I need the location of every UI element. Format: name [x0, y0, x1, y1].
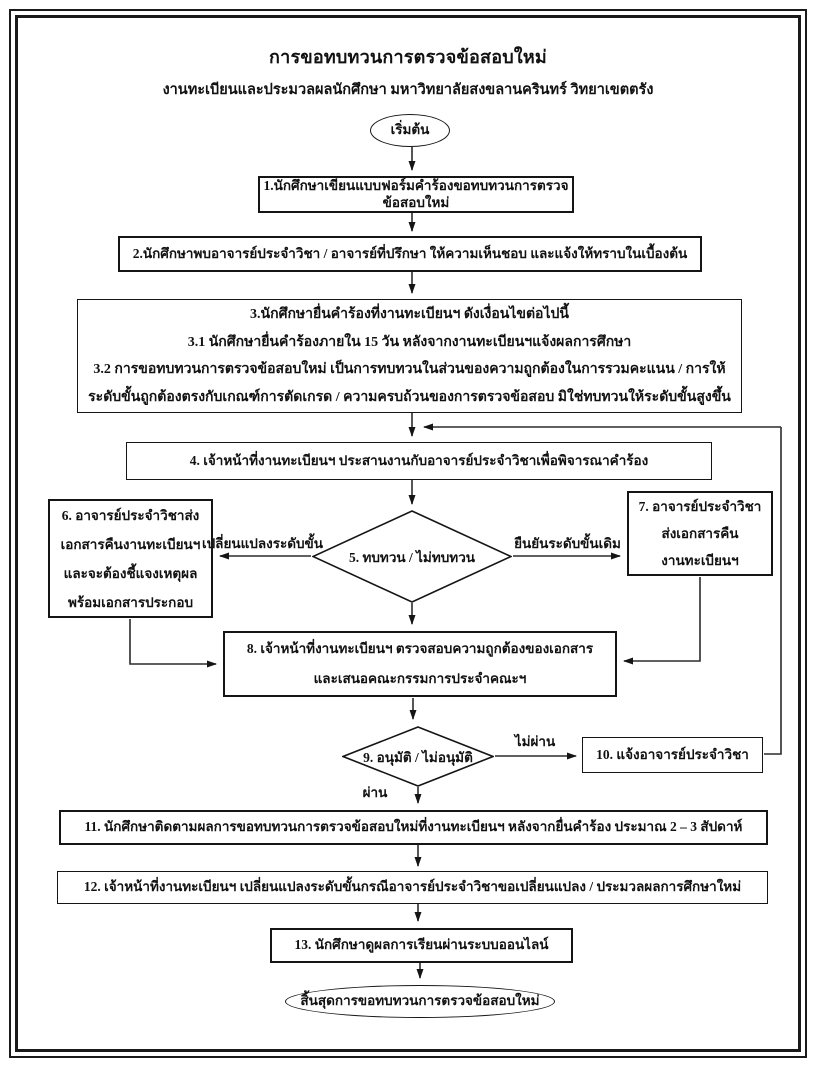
decision-5-label: 5. ทบทวน / ไม่ทบทวน	[348, 549, 476, 565]
decision-9-diamond	[342, 726, 494, 787]
step-13-box	[270, 928, 573, 963]
end-label: สิ้นสุดการขอทบทวนการตรวจข้อสอบใหม่	[300, 993, 540, 1009]
step-3-line-1: 3.นักศึกษายื่นคำร้องที่งานทะเบียนฯ ดังเงื่อนไขต่อไปนี้	[250, 307, 569, 322]
step-6-box	[48, 499, 213, 618]
step-6-line-2: เอกสารคืนงานทะเบียนฯ	[60, 536, 201, 552]
end-terminator	[285, 985, 555, 1018]
step-11-box	[59, 810, 768, 845]
page-title: การขอทบทวนการตรวจข้อสอบใหม่	[269, 47, 547, 67]
step-8-line-1: 8. เจ้าหน้าที่งานทะเบียนฯ ตรวจสอบความถูกต้องของเอกสาร	[246, 641, 594, 656]
edge-label-fail: ไม่ผ่าน	[514, 734, 556, 749]
step-7-line-2: ส่งเอกสารคืน	[661, 526, 739, 541]
step-8-box	[223, 631, 617, 697]
step-8-line-2: และเสนอคณะกรรมการประจำคณะฯ	[313, 671, 527, 686]
decision-5-diamond	[312, 510, 512, 603]
start-label: เริ่มต้น	[390, 122, 430, 138]
step-12-label: 12. เจ้าหน้าที่งานทะเบียนฯ เปลี่ยนแปลงระดับขั้นกรณีอาจารย์ประจำวิชาขอเปลี่ยนแปลง / ประมวลผลการศึกษาใหม่	[83, 879, 742, 895]
decision-9-label: 9. อนุมัติ / ไม่อนุมัติ	[363, 749, 473, 765]
page-subtitle: งานทะเบียนและประมวลผลนักศึกษา มหาวิทยาลัยสงขลานครินทร์ วิทยาเขตตรัง	[162, 82, 654, 98]
step-11-label: 11. นักศึกษาติดตามผลการขอทบทวนการตรวจข้อสอบใหม่ที่งานทะเบียนฯ หลังจากยื่นคำร้อง ประมาณ 2 – 3 สัปดาห์	[84, 819, 743, 835]
step-2-box	[118, 236, 702, 272]
edge-label-confirm-grade: ยืนยันระดับขั้นเดิม	[514, 536, 621, 551]
step-3-line-3: 3.2 การขอทบทวนการตรวจข้อสอบใหม่ เป็นการทบทวนในส่วนของความถูกต้องในการรวมคะแนน / การให้	[93, 362, 726, 377]
step-3-box	[77, 299, 742, 413]
step-1-label: 1.นักศึกษาเขียนแบบฟอร์มคำร้องขอทบทวนการตรวจข้อสอบใหม่	[263, 177, 569, 210]
step-3-line-4: ระดับขั้นถูกต้องตรงกับเกณฑ์การตัดเกรด / ความครบถ้วนของการตรวจข้อสอบ มิใช่ทบทวนให้ระดับขั้นสูงขึ้น	[88, 389, 731, 405]
step-12-box	[57, 871, 768, 904]
step-7-line-3: งานทะเบียนฯ	[661, 553, 739, 568]
step-4-label: 4. เจ้าหน้าที่งานทะเบียนฯ ประสานงานกับอาจารย์ประจำวิชาเพื่อพิจารณาคำร้อง	[189, 452, 649, 468]
step-6-line-4: พร้อมเอกสารประกอบ	[67, 594, 194, 610]
step-13-label: 13. นักศึกษาดูผลการเรียนผ่านระบบออนไลน์	[294, 937, 549, 953]
step-6-line-3: และจะต้องชี้แจงเหตุผล	[63, 565, 198, 581]
step-2-label: 2.นักศึกษาพบอาจารย์ประจำวิชา / อาจารย์ที่ปรึกษา ให้ความเห็นชอบ และแจ้งให้ทราบในเบื้องต้น	[132, 245, 688, 261]
step-7-line-1: 7. อาจารย์ประจำวิชา	[638, 499, 762, 514]
step-10-box	[582, 737, 763, 773]
edge-label-pass: ผ่าน	[362, 785, 388, 800]
step-6-line-1: 6. อาจารย์ประจำวิชาส่ง	[61, 507, 200, 523]
edge-label-change-grade: เปลี่ยนแปลงระดับขั้น	[201, 536, 324, 551]
start-terminator	[370, 114, 450, 147]
step-1-box	[258, 176, 574, 213]
step-4-box	[126, 442, 712, 480]
step-3-line-2: 3.1 นักศึกษายื่นคำร้องภายใน 15 วัน หลังจากงานทะเบียนฯแจ้งผลการศึกษา	[187, 334, 632, 350]
step-10-label: 10. แจ้งอาจารย์ประจำวิชา	[596, 746, 749, 762]
